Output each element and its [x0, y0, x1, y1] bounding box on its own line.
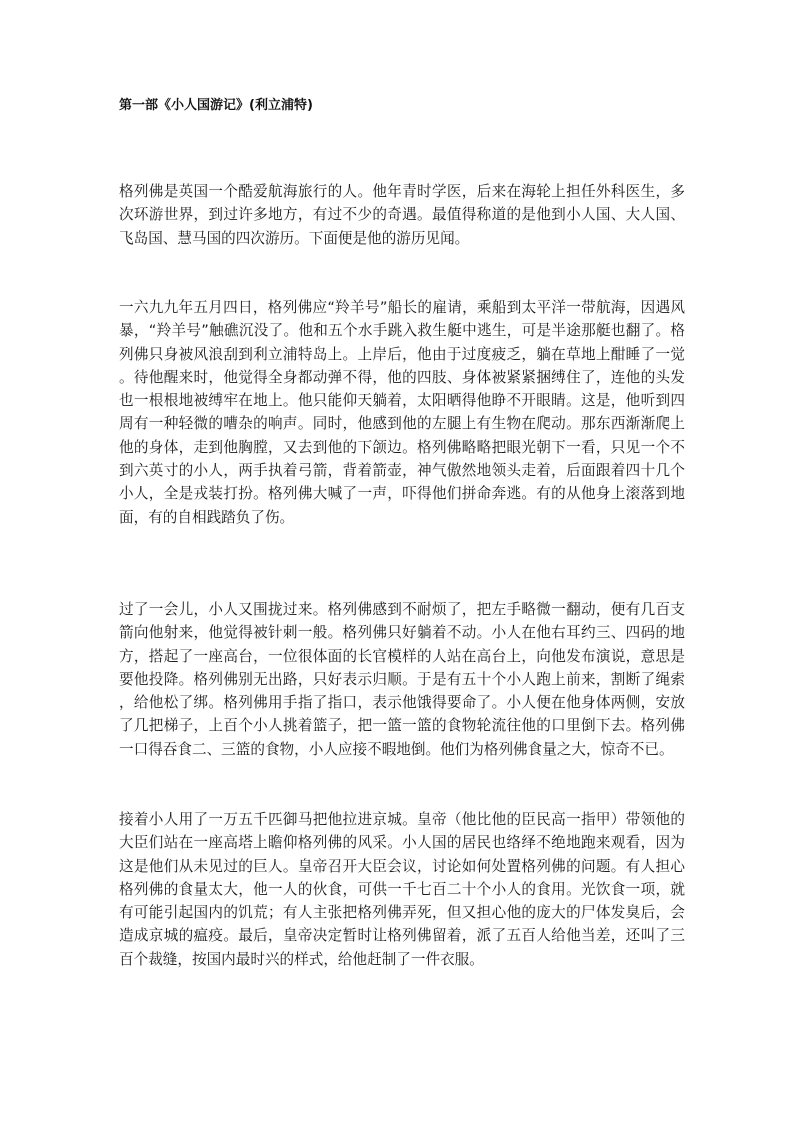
paragraph-intro: 格列佛是英国一个酷爱航海旅行的人。他年青时学医，后来在海轮上担任外科医生，多次环游世界，到过许多地方，有过不少的奇遇。最值得称道的是他到小人国、大人国、飞岛国、慧马国的四次游历。下面便是他的游历见闻。	[119, 183, 685, 247]
paragraph-shipwreck: 一六九九年五月四日，格列佛应“羚羊号”船长的雇请，乘船到太平洋一带航海，因遇风暴，“羚羊号”触礁沉没了。他和五个水手跳入救生艇中逃生，可是半途那艇也翻了。格列佛只身被风浪刮到利立浦特岛上。上岸后，他由于过度疲乏，躺在草地上酣睡了一觉。待他醒来时，他觉得全身都动弹不得，他的四肢、身体被紧紧捆缚住了，连他的头发也一根根地被缚牢在地上。他只能仰天躺着，太阳晒得他睁不开眼睛。这是，他听到四周有一种轻微的嘈杂的响声。同时，他感到他的左腿上有生物在爬动。那东西渐渐爬上他的身体，走到他胸膛，又去到他的下颌边。格列佛略略把眼光朝下一看，只见一个不到六英寸的小人，两手执着弓箭，背着箭壶，神气傲然地领头走着，后面跟着四十几个小人，全是戎装打扮。格列佛大喊了一声，吓得他们拼命奔逃。有的从他身上滚落到地面，有的自相践踏负了伤。	[119, 299, 685, 526]
chapter-heading: 第一部《小人国游记》(利立浦特)	[119, 98, 313, 113]
paragraph-surrender: 过了一会儿，小人又围拢过来。格列佛感到不耐烦了，把左手略微一翻动，便有几百支箭向他射来，他觉得被针刺一般。格列佛只好躺着不动。小人在他右耳约三、四码的地方，搭起了一座高台，一位很体面的长官模样的人站在高台上，向他发布演说，意思是要他投降。格列佛别无出路，只好表示归顺。于是有五十个小人跑上前来，割断了绳索，给他松了绑。格列佛用手指了指口，表示他饿得要命了。小人便在他身体两侧，安放了几把梯子，上百个小人挑着篮子，把一篮一篮的食物轮流往他的口里倒下去。格列佛一口得吞食二、三篮的食物，小人应接不暇地倒。他们为格列佛食量之大，惊奇不已。	[119, 601, 685, 758]
paragraph-capital: 接着小人用了一万五千匹御马把他拉进京城。皇帝（他比他的臣民高一指甲）带领他的大臣们站在一座高塔上瞻仰格列佛的风采。小人国的居民也络绎不绝地跑来观看，因为这是他们从未见过的巨人。皇帝召开大臣会议，讨论如何处置格列佛的问题。有人担心格列佛的食量太大，他一人的伙食，可供一千七百二十个小人的食用。光饮食一项，就有可能引起国内的饥荒；有人主张把格列佛弄死，但又担心他的庞大的尸体发臭后，会造成京城的瘟疫。最后，皇帝决定暂时让格列佛留着，派了五百人给他当差，还叫了三百个裁缝，按国内最时兴的样式，给他赶制了一件衣服。	[119, 811, 685, 968]
